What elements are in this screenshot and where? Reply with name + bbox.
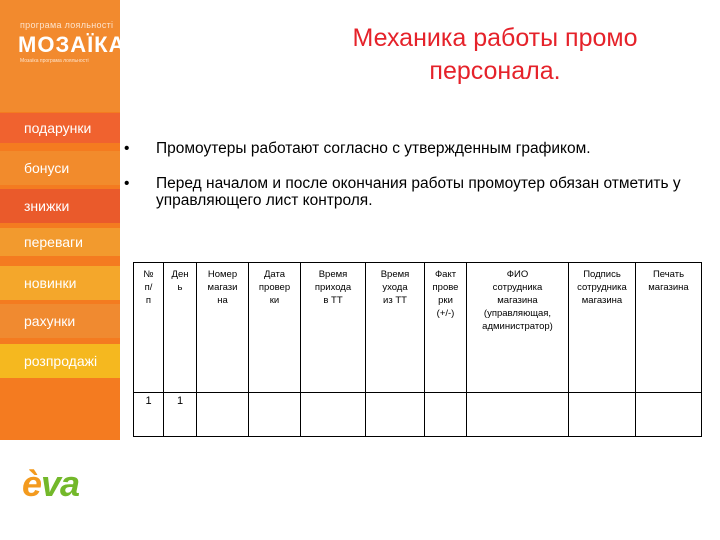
table-cell [301,393,366,437]
logo-subtitle: Мозаїка програма лояльності [20,58,89,64]
table-cell [425,393,467,437]
sidebar-item-sales[interactable]: розпродажі [0,344,120,378]
header-cell-number: № п/ п [134,263,164,393]
logo-name: МОЗАЇКА [18,32,126,57]
bullet-list [118,140,708,227]
table-row [134,393,702,437]
sidebar [0,0,126,540]
header-cell-employee-signature: Подпись сотрудника магазина [569,263,636,393]
header-cell-day: Ден ь [164,263,197,393]
header-cell-arrival-time: Время прихода в ТТ [301,263,366,393]
eva-logo-e: è [22,463,42,504]
title-line-1: Механика работы промо [352,24,638,52]
bullet-item [118,175,708,209]
control-sheet-table [133,262,702,437]
title-line-2: персонала. [429,57,561,85]
table-cell [636,393,702,437]
logo-tagline: програма лояльності [20,20,114,30]
bullet-marker: • [124,175,130,192]
table-cell [569,393,636,437]
table-cell [467,393,569,437]
page-title [290,22,700,88]
bullet-text: Перед началом и после окончания работы промоутер обязан отметить у управляющего лист контроля. [156,175,681,209]
bullet-text: Промоутеры работают согласно с утвержденным графиком. [156,140,591,157]
table-header-row [134,263,702,393]
header-cell-employee-name: ФИО сотрудника магазина (управляющая, администратор) [467,263,569,393]
table-cell: 1 [134,393,164,437]
table-cell [366,393,425,437]
header-cell-departure-time: Время ухода из ТТ [366,263,425,393]
sidebar-item-gifts[interactable]: подарунки [0,113,120,143]
sidebar-item-advantages[interactable]: переваги [0,228,120,256]
sidebar-item-new[interactable]: новинки [0,266,120,300]
eva-logo [22,463,79,505]
table-cell: 1 [164,393,197,437]
table-cell [249,393,301,437]
bullet-item [118,140,708,157]
header-cell-check-fact: Факт прове рки (+/-) [425,263,467,393]
sidebar-item-bonuses[interactable]: бонуси [0,151,120,185]
header-cell-store-number: Номер магази на [197,263,249,393]
header-cell-check-date: Дата провер ки [249,263,301,393]
mozaika-logo [0,0,126,112]
eva-logo-rest: va [41,463,80,504]
sidebar-item-accounts[interactable]: рахунки [0,304,120,338]
bullet-marker: • [124,140,130,157]
header-cell-store-stamp: Печать магазина [636,263,702,393]
sidebar-item-discounts[interactable]: знижки [0,189,120,223]
table-cell [197,393,249,437]
